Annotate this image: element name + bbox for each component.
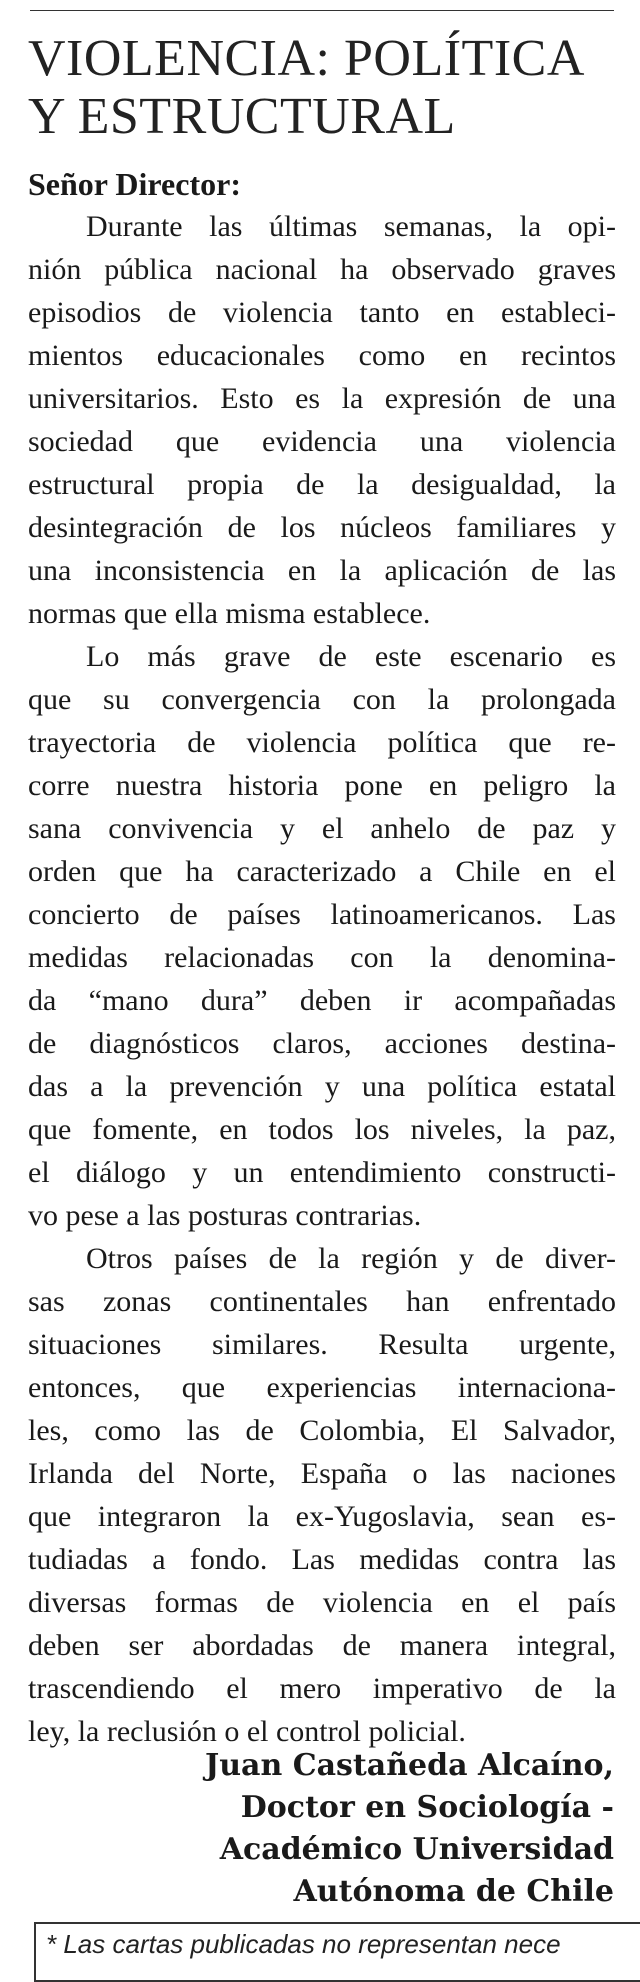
body-line: vo pese a las posturas contrarias.	[28, 1199, 422, 1232]
signature-title: Doctor en Sociología -	[240, 1790, 614, 1825]
letter-headline	[28, 30, 618, 146]
body-line: estructural propia de la desigualdad, la	[28, 468, 616, 501]
body-line: ley, la reclusión o el control policial.	[28, 1715, 466, 1748]
body-line: que fomente, en todos los niveles, la paz,	[28, 1113, 616, 1146]
body-line: orden que ha caracterizado a Chile en el	[28, 855, 616, 888]
body-line: da “mano dura” deben ir acompañadas	[28, 984, 616, 1017]
body-line: medidas relacionadas con la denomina-	[28, 941, 616, 974]
disclaimer-text: * Las cartas publicadas no representan nece	[46, 1929, 561, 1959]
salutation: Señor Director:	[28, 166, 241, 202]
disclaimer-box	[34, 1922, 640, 1982]
signature-affiliation-line-2: Autónoma de Chile	[293, 1874, 614, 1909]
body-line: Durante las últimas semanas, la opi-	[86, 210, 616, 243]
body-line: trascendiendo el mero imperativo de la	[28, 1672, 616, 1705]
body-line: entonces, que experiencias internaciona-	[28, 1371, 616, 1404]
body-line: nión pública nacional ha observado graves	[28, 253, 616, 286]
body-line: sana convivencia y el anhelo de paz y	[28, 812, 616, 845]
top-rule	[30, 10, 614, 11]
signature-name: Juan Castañeda Alcaíno,	[205, 1748, 614, 1783]
body-line: mientos educacionales como en recintos	[28, 339, 616, 372]
body-line: sas zonas continentales han enfrentado	[28, 1285, 616, 1318]
body-line: situaciones similares. Resulta urgente,	[28, 1328, 616, 1361]
body-line: deben ser abordadas de manera integral,	[28, 1629, 616, 1662]
body-line: corre nuestra historia pone en peligro la	[28, 769, 616, 802]
body-line: das a la prevención y una política estatal	[28, 1070, 616, 1103]
body-line: una inconsistencia en la aplicación de las	[28, 554, 616, 587]
signature-block	[205, 1745, 614, 1913]
body-line: sociedad que evidencia una violencia	[28, 425, 616, 458]
body-line: universitarios. Esto es la expresión de una	[28, 382, 616, 415]
body-line: Irlanda del Norte, España o las naciones	[28, 1457, 616, 1490]
body-line: desintegración de los núcleos familiares y	[28, 511, 616, 544]
body-line: concierto de países latinoamericanos. Las	[28, 898, 616, 931]
headline-line-1: VIOLENCIA: POLÍTICA	[28, 30, 585, 87]
body-line: Otros países de la región y de diver-	[86, 1242, 616, 1275]
body-line: de diagnósticos claros, acciones destina-	[28, 1027, 616, 1060]
headline-line-2: Y ESTRUCTURAL	[28, 88, 456, 145]
body-line: Lo más grave de este escenario es	[86, 640, 616, 673]
body-line: episodios de violencia tanto en estableci-	[28, 296, 616, 329]
letter-body	[28, 205, 616, 1753]
body-line: el diálogo y un entendimiento constructi-	[28, 1156, 616, 1189]
body-line: normas que ella misma establece.	[28, 597, 431, 630]
body-line: que integraron la ex-Yugoslavia, sean es-	[28, 1500, 616, 1533]
body-line: trayectoria de violencia política que re-	[28, 726, 616, 759]
body-line: les, como las de Colombia, El Salvador,	[28, 1414, 616, 1447]
signature-affiliation-line-1: Académico Universidad	[219, 1832, 614, 1867]
body-line: que su convergencia con la prolongada	[28, 683, 616, 716]
body-line: tudiadas a fondo. Las medidas contra las	[28, 1543, 616, 1576]
body-line: diversas formas de violencia en el país	[28, 1586, 616, 1619]
